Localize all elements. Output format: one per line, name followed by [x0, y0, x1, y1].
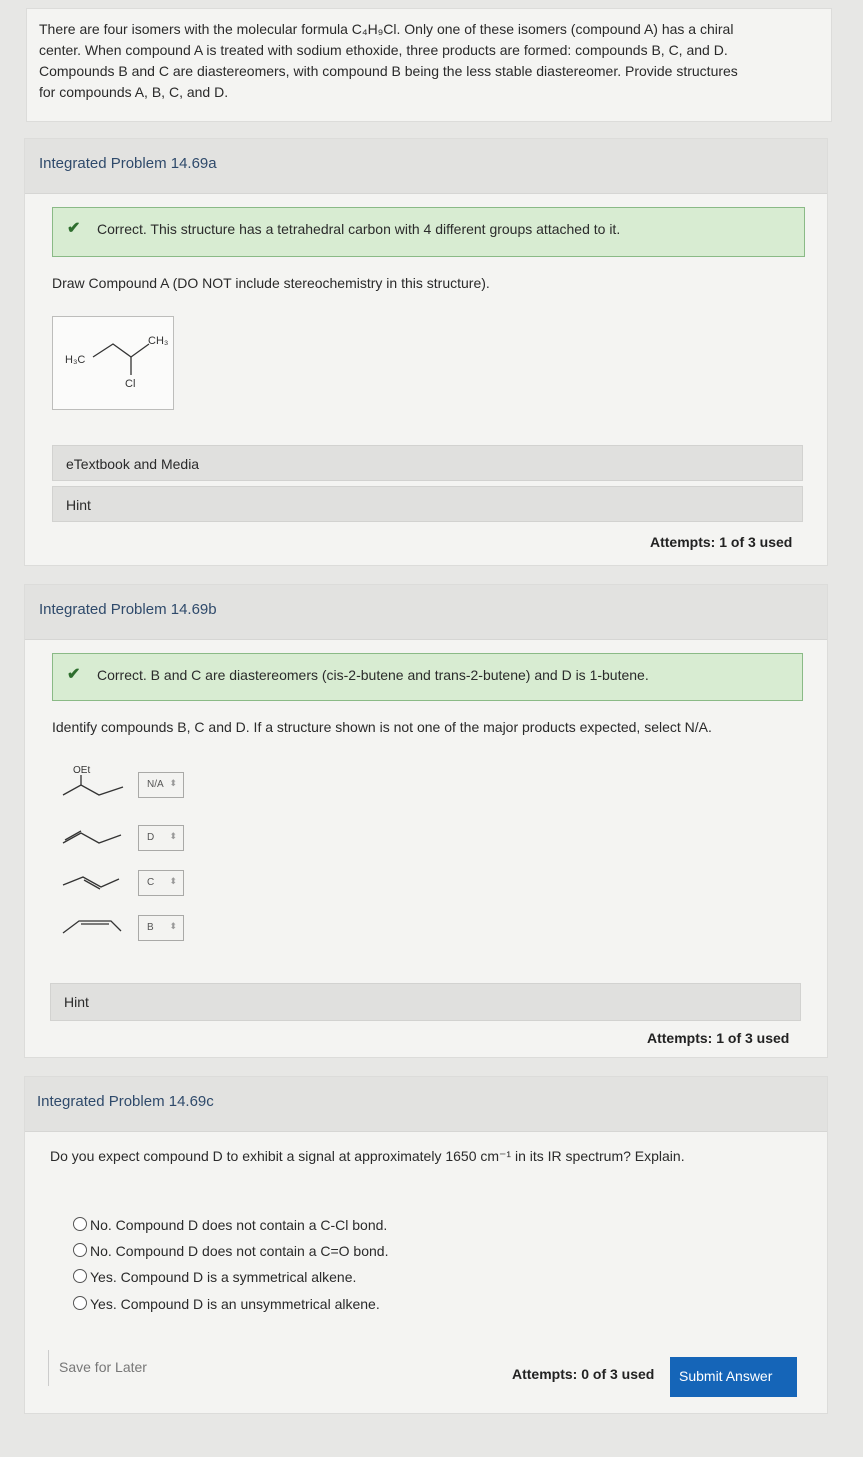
dropdown-arrow-icon: ⬍: [169, 778, 177, 788]
part-a-title: Integrated Problem 14.69a: [39, 155, 217, 172]
cl-label: Cl: [125, 378, 136, 390]
select-value: D: [147, 832, 155, 843]
hint-link[interactable]: Hint: [50, 983, 801, 1021]
dropdown-arrow-icon: ⬍: [169, 876, 177, 886]
cis-2-butene-structure: [59, 915, 129, 939]
dropdown-arrow-icon: ⬍: [169, 921, 177, 931]
radio-icon[interactable]: [73, 1243, 87, 1257]
trans-2-butene-structure: [59, 869, 129, 893]
option-label: No. Compound D does not contain a C-Cl bond.: [90, 1217, 388, 1233]
problem-statement: [26, 8, 832, 122]
h3c-label: H₃C: [65, 354, 86, 366]
part-c-title: Integrated Problem 14.69c: [37, 1093, 214, 1110]
option-label: Yes. Compound D is an unsymmetrical alkene.: [90, 1296, 380, 1312]
feedback-text: Correct. This structure has a tetrahedral carbon with 4 different groups attached to it.: [97, 221, 621, 237]
1-butene-structure: [59, 825, 129, 849]
part-b-header: [25, 585, 827, 640]
compound-a-drawing: [53, 317, 173, 409]
option-1[interactable]: [73, 1217, 387, 1233]
part-a-section: [24, 138, 828, 566]
oet-label: OEt: [73, 765, 91, 776]
compound-select-3[interactable]: [138, 870, 184, 896]
part-a-feedback: [52, 207, 805, 257]
part-a-question: Draw Compound A (DO NOT include stereochemistry in this structure).: [52, 275, 490, 291]
part-b-attempts: Attempts: 1 of 3 used: [647, 1030, 790, 1046]
option-3[interactable]: [73, 1269, 356, 1285]
intro-line: There are four isomers with the molecular formula C₄H₉Cl. Only one of these isomers (compound A) has a chiral: [39, 21, 734, 37]
part-c-attempts: Attempts: 0 of 3 used: [512, 1366, 655, 1382]
option-4[interactable]: [73, 1296, 380, 1312]
radio-icon[interactable]: [73, 1269, 87, 1283]
compound-select-1[interactable]: [138, 772, 184, 798]
part-c-question: Do you expect compound D to exhibit a signal at approximately 1650 cm⁻¹ in its IR spectrum? Explain.: [50, 1148, 685, 1164]
check-icon: ✔: [67, 666, 81, 683]
option-label: No. Compound D does not contain a C=O bond.: [90, 1243, 389, 1259]
option-2[interactable]: [73, 1243, 388, 1259]
feedback-text: Correct. B and C are diastereomers (cis-2-butene and trans-2-butene) and D is 1-butene.: [97, 667, 649, 683]
intro-line: Compounds B and C are diastereomers, with compound B being the less stable diastereomer. Provide structures: [39, 63, 738, 79]
intro-line: for compounds A, B, C, and D.: [39, 84, 229, 100]
compound-select-2[interactable]: [138, 825, 184, 851]
select-value: N/A: [147, 779, 164, 790]
etextbook-link[interactable]: eTextbook and Media: [52, 445, 803, 481]
part-a-header: [25, 139, 827, 194]
dropdown-arrow-icon: ⬍: [169, 831, 177, 841]
part-c-header: [25, 1077, 827, 1132]
submit-answer-button[interactable]: Submit Answer: [670, 1357, 797, 1397]
ethoxy-structure: [59, 761, 129, 799]
ch3-label: CH₃: [148, 335, 169, 347]
intro-line: center. When compound A is treated with sodium ethoxide, three products are formed: compounds B, C, and D.: [39, 42, 728, 58]
select-value: C: [147, 877, 155, 888]
compound-select-4[interactable]: [138, 915, 184, 941]
part-b-question: Identify compounds B, C and D. If a structure shown is not one of the major products expected, select N/A.: [52, 719, 712, 735]
option-label: Yes. Compound D is a symmetrical alkene.: [90, 1269, 357, 1285]
radio-icon[interactable]: [73, 1296, 87, 1310]
part-b-feedback: [52, 653, 803, 701]
check-icon: ✔: [67, 220, 81, 237]
save-for-later-button[interactable]: Save for Later: [48, 1350, 168, 1386]
part-a-attempts: Attempts: 1 of 3 used: [650, 534, 793, 550]
part-b-section: [24, 584, 828, 1058]
hint-link[interactable]: Hint: [52, 486, 803, 522]
part-b-title: Integrated Problem 14.69b: [39, 601, 217, 618]
select-value: B: [147, 922, 154, 933]
radio-icon[interactable]: [73, 1217, 87, 1231]
compound-a-structure[interactable]: [52, 316, 174, 410]
